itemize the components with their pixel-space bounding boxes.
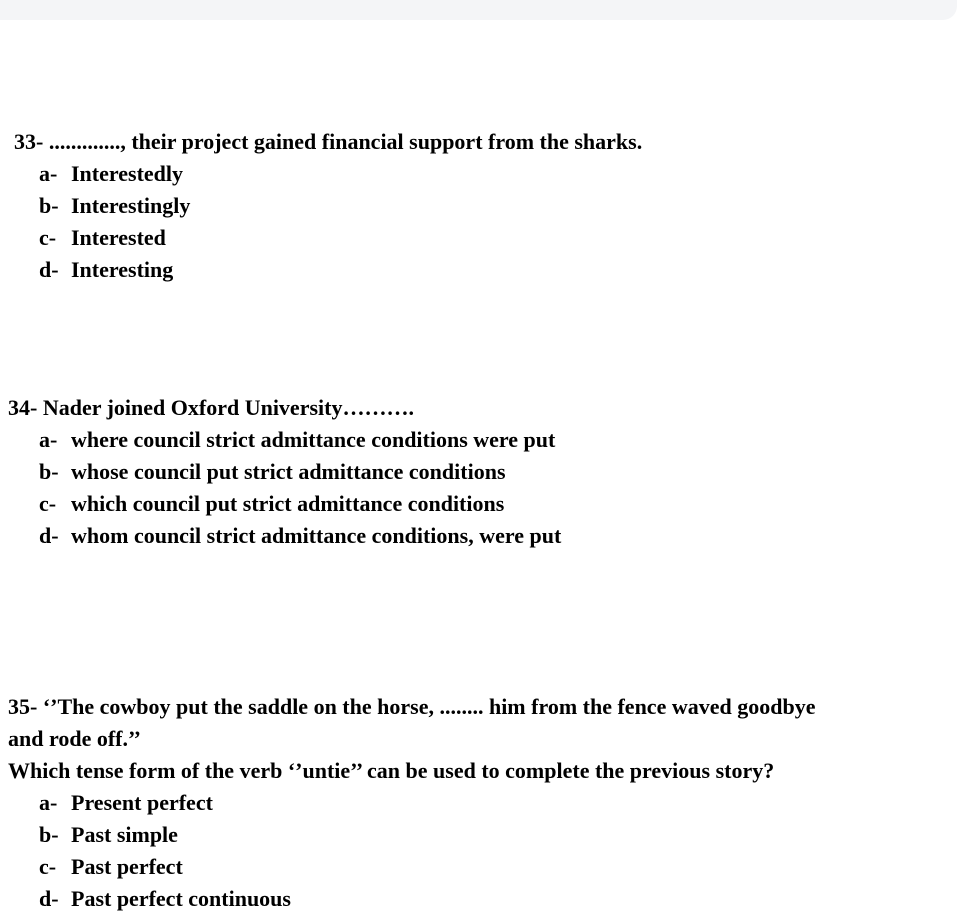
question-34 [0, 392, 561, 552]
option-letter: a- [39, 161, 58, 186]
option-letter: d- [39, 523, 59, 548]
option-letter: c- [39, 225, 57, 250]
option-text: Past simple [71, 822, 178, 847]
option-text: whose council put strict admittance conditions [71, 459, 506, 484]
option-text: which council put strict admittance conditions [71, 491, 505, 516]
question-prompt: Which tense form of the verb ‘’untie’’ can be used to complete the previous story? [8, 758, 775, 783]
option-a[interactable] [39, 787, 815, 819]
question-33 [0, 126, 642, 286]
option-d[interactable] [39, 254, 642, 286]
question-stem-line-2: and rode off.’’ [8, 726, 142, 751]
option-letter: b- [39, 193, 59, 218]
option-c[interactable] [39, 488, 561, 520]
answer-options [8, 787, 815, 915]
option-a[interactable] [39, 424, 561, 456]
question-stem: 33- ............., their project gained financial support from the sharks. [14, 129, 643, 154]
option-letter: b- [39, 459, 59, 484]
option-text: Interestingly [71, 193, 191, 218]
option-text: whom council strict admittance conditions, were put [71, 523, 562, 548]
option-text: Present perfect [71, 790, 213, 815]
option-letter: c- [39, 854, 57, 879]
option-a[interactable] [39, 158, 642, 190]
option-text: Interested [71, 225, 166, 250]
answer-options [14, 158, 642, 286]
option-b[interactable] [39, 819, 815, 851]
option-text: Past perfect continuous [71, 886, 291, 911]
option-letter: a- [39, 790, 58, 815]
option-letter: d- [39, 257, 59, 282]
option-d[interactable] [39, 520, 561, 552]
option-b[interactable] [39, 190, 642, 222]
answer-options [8, 424, 561, 552]
option-text: Past perfect [71, 854, 183, 879]
option-d[interactable] [39, 883, 815, 915]
question-stem-line-1: 35- ‘’The cowboy put the saddle on the horse, ........ him from the fence waved goodbye [8, 694, 816, 719]
question-35 [0, 691, 815, 915]
option-letter: a- [39, 427, 58, 452]
option-letter: c- [39, 491, 57, 516]
option-c[interactable] [39, 222, 642, 254]
option-text: Interesting [71, 257, 174, 282]
top-bar [0, 0, 957, 20]
option-c[interactable] [39, 851, 815, 883]
option-text: where council strict admittance conditions were put [71, 427, 556, 452]
question-stem: 34- Nader joined Oxford University………. [8, 395, 414, 420]
option-letter: d- [39, 886, 59, 911]
option-text: Interestedly [71, 161, 184, 186]
option-b[interactable] [39, 456, 561, 488]
option-letter: b- [39, 822, 59, 847]
